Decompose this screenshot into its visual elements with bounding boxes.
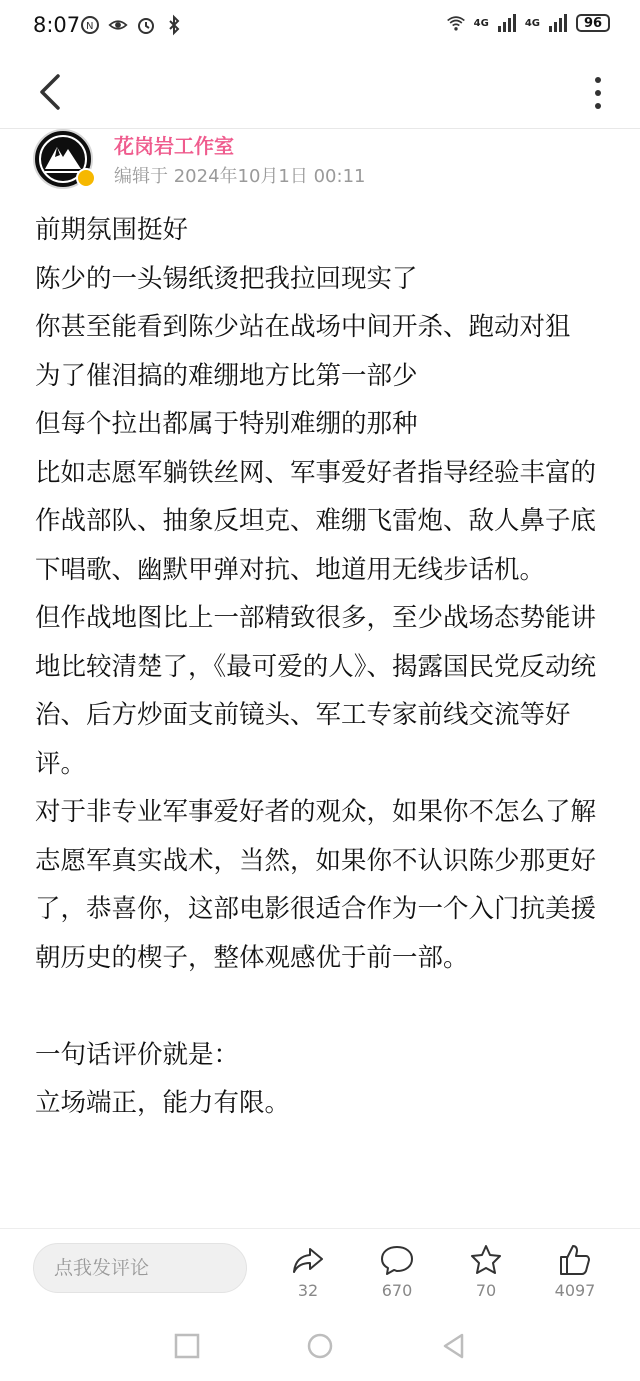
signal-icon-2: [548, 12, 568, 34]
status-bar: [0, 0, 640, 52]
paragraph: 立场端正，能力有限。: [35, 1088, 291, 1118]
signal-icon: [497, 12, 517, 34]
system-nav-bar: [0, 1310, 640, 1381]
svg-text:N: N: [86, 21, 94, 32]
back-arrow-icon[interactable]: [34, 72, 70, 112]
nfc-icon: [80, 14, 100, 36]
comment-bubble-icon: [380, 1243, 414, 1277]
star-icon: [469, 1243, 503, 1277]
paragraph: 但作战地图比上一部精致很多，至少战场态势能讲地比较清楚了，《最可爱的人》、揭露国民党反动统治、后方炒面支前镜头、军工专家前线交流等好评。: [35, 603, 597, 779]
share-icon: [291, 1243, 325, 1277]
paragraph: 一句话评价就是：: [35, 1039, 240, 1070]
edit-timestamp: 编辑于 2024年10月1日 00:11: [114, 166, 366, 187]
post-content: [35, 206, 615, 1128]
paragraph: 但每个拉出都属于特别难绷的那种: [35, 409, 418, 439]
paragraph: 前期氛围挺好: [35, 215, 189, 245]
share-count: 32: [297, 1281, 319, 1300]
alarm-icon: [136, 14, 156, 36]
network-type-label: 4G: [473, 17, 489, 29]
blank-line: [35, 982, 615, 1031]
author-name[interactable]: 花岗岩工作室: [114, 134, 234, 158]
status-time: 8:07: [33, 13, 81, 37]
bluetooth-icon: [164, 14, 184, 36]
top-bar: [0, 52, 640, 130]
paragraph: 陈少的一头锡纸烫把我拉回现实了: [35, 263, 418, 294]
paragraph: 对于非专业军事爱好者的观众，如果你不怎么了解志愿军真实战术，当然，如果你不认识陈少那更好了，恭喜你，这部电影很适合作为一个入门抗美援朝历史的楔子，整体观感优于前一部。: [35, 797, 597, 973]
battery-indicator: 96: [576, 14, 610, 32]
favorite-button[interactable]: [456, 1243, 516, 1300]
wifi-icon: [446, 12, 466, 34]
paragraph: 为了催泪搞的难绷地方比第一部少: [35, 360, 418, 391]
home-icon[interactable]: [306, 1332, 334, 1360]
more-options-icon[interactable]: [592, 76, 604, 110]
status-icons-left: [80, 14, 184, 36]
header-divider: [0, 128, 640, 129]
recent-apps-icon[interactable]: [173, 1332, 201, 1360]
action-bar: [0, 1228, 640, 1311]
paragraph: 你甚至能看到陈少站在战场中间开杀、跑动对狙: [35, 312, 571, 342]
verified-badge-icon: [76, 168, 96, 188]
comment-button[interactable]: [367, 1243, 427, 1300]
like-button[interactable]: [545, 1243, 605, 1300]
comment-input[interactable]: 点我发评论: [33, 1243, 247, 1293]
comment-count: 670: [381, 1281, 413, 1300]
like-count: 4097: [554, 1281, 596, 1300]
eye-icon: [108, 14, 128, 36]
thumbs-up-icon: [558, 1243, 592, 1277]
network-type-label-2: 4G: [524, 17, 540, 29]
back-nav-icon[interactable]: [440, 1332, 468, 1360]
status-icons-right: [446, 12, 610, 34]
share-button[interactable]: [278, 1243, 338, 1300]
favorite-count: 70: [475, 1281, 497, 1300]
paragraph: 比如志愿军躺铁丝网、军事爱好者指导经验丰富的作战部队、抽象反坦克、难绷飞雷炮、敌人鼻子底下唱歌、幽默甲弹对抗、地道用无线步话机。: [35, 457, 597, 585]
